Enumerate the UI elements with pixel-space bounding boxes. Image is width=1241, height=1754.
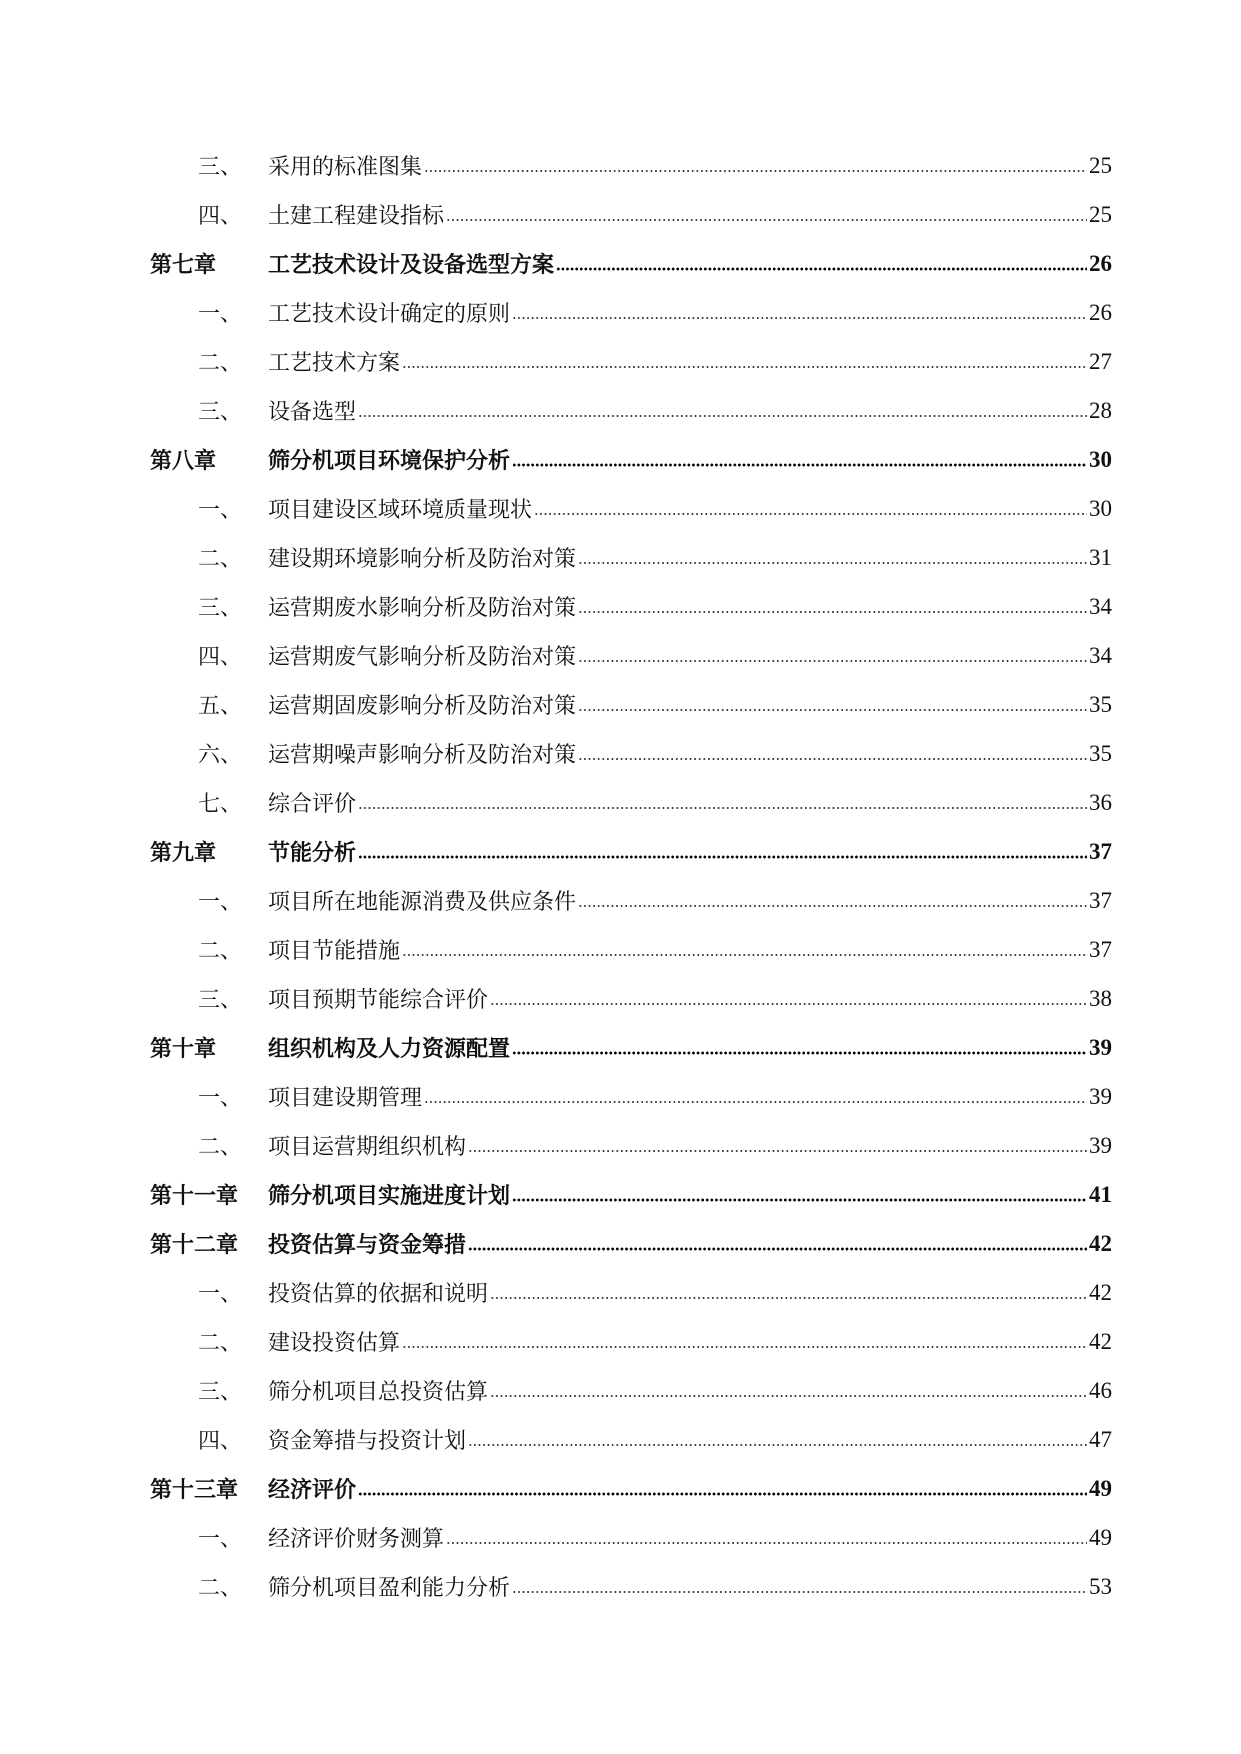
toc-entry-title: 投资估算的依据和说明 — [268, 1282, 489, 1307]
toc-section-entry[interactable] — [150, 1513, 1112, 1562]
toc-entry-number: 三、 — [198, 988, 243, 1013]
toc-entry-title: 筛分机项目盈利能力分析 — [268, 1576, 511, 1601]
toc-entry-page-number: 37 — [1089, 936, 1112, 962]
toc-dot-leader — [358, 806, 1087, 810]
toc-entry-page-number: 37 — [1089, 887, 1112, 913]
toc-entry-number: 二、 — [198, 939, 243, 964]
toc-dot-leader — [512, 1590, 1087, 1594]
toc-entry-number: 三、 — [198, 596, 243, 621]
toc-entry-title: 项目所在地能源消费及供应条件 — [268, 890, 577, 915]
toc-section-entry[interactable] — [150, 484, 1112, 533]
toc-chapter-entry[interactable] — [150, 827, 1112, 876]
toc-entry-number: 四、 — [198, 1429, 243, 1454]
toc-entry-page-number: 39 — [1089, 1034, 1112, 1060]
toc-entry-page-number: 42 — [1089, 1328, 1112, 1354]
toc-entry-number: 三、 — [198, 155, 243, 180]
toc-dot-leader — [512, 316, 1087, 320]
toc-entry-page-number: 34 — [1089, 593, 1112, 619]
toc-entry-number: 一、 — [198, 498, 243, 523]
toc-entry-number: 五、 — [198, 694, 243, 719]
toc-entry-page-number: 26 — [1089, 250, 1112, 276]
toc-entry-page-number: 35 — [1089, 691, 1112, 717]
toc-entry-number: 二、 — [198, 1135, 243, 1160]
toc-chapter-entry[interactable] — [150, 1219, 1112, 1268]
toc-section-entry[interactable] — [150, 1268, 1112, 1317]
toc-section-entry[interactable] — [150, 925, 1112, 974]
toc-entry-number: 一、 — [198, 302, 243, 327]
toc-entry-title: 采用的标准图集 — [268, 155, 423, 180]
toc-entry-number: 二、 — [198, 547, 243, 572]
toc-entry-page-number: 39 — [1089, 1083, 1112, 1109]
toc-entry-number: 二、 — [198, 1331, 243, 1356]
toc-entry-number: 二、 — [198, 351, 243, 376]
toc-entry-title: 工艺技术方案 — [268, 351, 401, 376]
toc-dot-leader — [490, 1002, 1087, 1006]
toc-entry-title: 综合评价 — [268, 792, 357, 817]
toc-section-entry[interactable] — [150, 582, 1112, 631]
toc-entry-number: 一、 — [198, 890, 243, 915]
toc-dot-leader — [556, 267, 1087, 271]
toc-section-entry[interactable] — [150, 141, 1112, 190]
toc-entry-number: 一、 — [198, 1282, 243, 1307]
toc-entry-number: 三、 — [198, 400, 243, 425]
toc-entry-page-number: 42 — [1089, 1279, 1112, 1305]
toc-dot-leader — [402, 365, 1087, 369]
toc-entry-title: 运营期噪声影响分析及防治对策 — [268, 743, 577, 768]
toc-dot-leader — [446, 218, 1087, 222]
toc-entry-page-number: 49 — [1089, 1475, 1112, 1501]
toc-entry-number: 第十三章 — [150, 1478, 239, 1503]
toc-dot-leader — [424, 169, 1087, 173]
toc-entry-number: 一、 — [198, 1086, 243, 1111]
toc-section-entry[interactable] — [150, 1366, 1112, 1415]
toc-section-entry[interactable] — [150, 974, 1112, 1023]
toc-entry-title: 土建工程建设指标 — [268, 204, 445, 229]
toc-section-entry[interactable] — [150, 1562, 1112, 1611]
toc-chapter-entry[interactable] — [150, 1464, 1112, 1513]
toc-entry-page-number: 49 — [1089, 1524, 1112, 1550]
toc-section-entry[interactable] — [150, 680, 1112, 729]
toc-entry-number: 第八章 — [150, 449, 217, 474]
toc-entry-title: 项目运营期组织机构 — [268, 1135, 467, 1160]
toc-section-entry[interactable] — [150, 190, 1112, 239]
toc-entry-page-number: 35 — [1089, 740, 1112, 766]
toc-entry-title: 经济评价财务测算 — [268, 1527, 445, 1552]
toc-section-entry[interactable] — [150, 631, 1112, 680]
toc-dot-leader — [578, 610, 1087, 614]
toc-dot-leader — [578, 659, 1087, 663]
toc-entry-title: 项目建设期管理 — [268, 1086, 423, 1111]
toc-entry-title: 筛分机项目总投资估算 — [268, 1380, 489, 1405]
toc-section-entry[interactable] — [150, 876, 1112, 925]
toc-dot-leader — [534, 512, 1087, 516]
toc-dot-leader — [358, 855, 1087, 859]
toc-dot-leader — [402, 953, 1087, 957]
toc-section-entry[interactable] — [150, 729, 1112, 778]
toc-entry-page-number: 46 — [1089, 1377, 1112, 1403]
toc-section-entry[interactable] — [150, 1072, 1112, 1121]
toc-dot-leader — [512, 1198, 1087, 1202]
toc-section-entry[interactable] — [150, 386, 1112, 435]
toc-entry-number: 第九章 — [150, 841, 217, 866]
toc-dot-leader — [578, 757, 1087, 761]
toc-entry-title: 项目预期节能综合评价 — [268, 988, 489, 1013]
table-of-contents — [150, 141, 1112, 1611]
toc-entry-title: 运营期固废影响分析及防治对策 — [268, 694, 577, 719]
toc-chapter-entry[interactable] — [150, 435, 1112, 484]
toc-dot-leader — [468, 1443, 1087, 1447]
toc-entry-page-number: 39 — [1089, 1132, 1112, 1158]
toc-chapter-entry[interactable] — [150, 1023, 1112, 1072]
toc-dot-leader — [446, 1541, 1087, 1545]
toc-dot-leader — [358, 1492, 1087, 1496]
toc-entry-title: 节能分析 — [268, 841, 357, 866]
toc-entry-title: 建设期环境影响分析及防治对策 — [268, 547, 577, 572]
toc-entry-title: 运营期废气影响分析及防治对策 — [268, 645, 577, 670]
toc-entry-number: 第十章 — [150, 1037, 217, 1062]
toc-chapter-entry[interactable] — [150, 239, 1112, 288]
toc-entry-page-number: 47 — [1089, 1426, 1112, 1452]
toc-entry-page-number: 53 — [1089, 1573, 1112, 1599]
toc-chapter-entry[interactable] — [150, 1170, 1112, 1219]
toc-entry-title: 项目建设区域环境质量现状 — [268, 498, 533, 523]
toc-entry-title: 投资估算与资金筹措 — [268, 1233, 467, 1258]
toc-entry-page-number: 26 — [1089, 299, 1112, 325]
toc-dot-leader — [402, 1345, 1087, 1349]
toc-section-entry[interactable] — [150, 533, 1112, 582]
toc-entry-number: 第十二章 — [150, 1233, 239, 1258]
toc-entry-page-number: 38 — [1089, 985, 1112, 1011]
toc-entry-page-number: 37 — [1089, 838, 1112, 864]
toc-dot-leader — [424, 1100, 1087, 1104]
toc-entry-title: 资金筹措与投资计划 — [268, 1429, 467, 1454]
toc-dot-leader — [490, 1296, 1087, 1300]
toc-dot-leader — [358, 414, 1087, 418]
toc-entry-number: 二、 — [198, 1576, 243, 1601]
toc-dot-leader — [512, 1051, 1087, 1055]
toc-entry-page-number: 41 — [1089, 1181, 1112, 1207]
toc-entry-page-number: 30 — [1089, 446, 1112, 472]
toc-entry-number: 一、 — [198, 1527, 243, 1552]
toc-section-entry[interactable] — [150, 1121, 1112, 1170]
toc-entry-number: 七、 — [198, 792, 243, 817]
toc-entry-page-number: 36 — [1089, 789, 1112, 815]
toc-entry-title: 建设投资估算 — [268, 1331, 401, 1356]
toc-entry-page-number: 34 — [1089, 642, 1112, 668]
toc-entry-title: 经济评价 — [268, 1478, 357, 1503]
toc-entry-number: 第七章 — [150, 253, 217, 278]
toc-dot-leader — [578, 561, 1087, 565]
toc-section-entry[interactable] — [150, 1317, 1112, 1366]
toc-entry-page-number: 25 — [1089, 152, 1112, 178]
toc-entry-page-number: 25 — [1089, 201, 1112, 227]
toc-section-entry[interactable] — [150, 288, 1112, 337]
toc-dot-leader — [512, 463, 1087, 467]
toc-dot-leader — [490, 1394, 1087, 1398]
toc-dot-leader — [468, 1149, 1087, 1153]
toc-entry-title: 工艺技术设计确定的原则 — [268, 302, 511, 327]
toc-entry-page-number: 28 — [1089, 397, 1112, 423]
toc-entry-title: 筛分机项目环境保护分析 — [268, 449, 511, 474]
toc-entry-page-number: 30 — [1089, 495, 1112, 521]
toc-entry-number: 四、 — [198, 204, 243, 229]
toc-entry-number: 第十一章 — [150, 1184, 239, 1209]
toc-entry-title: 设备选型 — [268, 400, 357, 425]
toc-entry-page-number: 42 — [1089, 1230, 1112, 1256]
toc-dot-leader — [578, 904, 1087, 908]
toc-entry-title: 组织机构及人力资源配置 — [268, 1037, 511, 1062]
toc-entry-title: 运营期废水影响分析及防治对策 — [268, 596, 577, 621]
toc-entry-title: 筛分机项目实施进度计划 — [268, 1184, 511, 1209]
toc-entry-title: 工艺技术设计及设备选型方案 — [268, 253, 555, 278]
toc-entry-number: 六、 — [198, 743, 243, 768]
toc-entry-number: 三、 — [198, 1380, 243, 1405]
toc-section-entry[interactable] — [150, 337, 1112, 386]
toc-entry-title: 项目节能措施 — [268, 939, 401, 964]
toc-dot-leader — [578, 708, 1087, 712]
toc-entry-page-number: 27 — [1089, 348, 1112, 374]
toc-section-entry[interactable] — [150, 778, 1112, 827]
toc-dot-leader — [468, 1247, 1087, 1251]
toc-entry-number: 四、 — [198, 645, 243, 670]
toc-section-entry[interactable] — [150, 1415, 1112, 1464]
toc-entry-page-number: 31 — [1089, 544, 1112, 570]
